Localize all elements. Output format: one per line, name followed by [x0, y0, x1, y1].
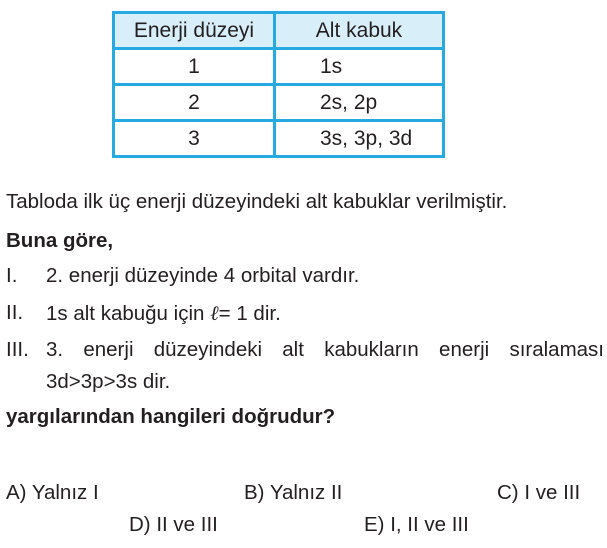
header-energy-level: Enerji düzeyi: [114, 13, 275, 49]
statement-3-line-2: 3d>3p>3s dir.: [46, 370, 171, 393]
intro-text: Tabloda ilk üç enerji düzeyindeki alt kabuklar verilmiştir.: [6, 190, 508, 213]
option-d[interactable]: D) II ve III: [129, 513, 218, 536]
table-row: [114, 85, 444, 121]
option-a[interactable]: A) Yalnız I: [6, 481, 99, 504]
statement-2-number: II.: [6, 301, 24, 324]
statement-3-line-1: 3. enerji düzeyindeki alt kabukların enerji sıralaması: [46, 338, 604, 361]
cell-subshells: 2s, 2p: [275, 85, 444, 121]
lead-text: Buna göre,: [6, 229, 114, 252]
statement-3-number: III.: [6, 338, 29, 361]
cell-level: 2: [114, 85, 275, 121]
cell-level: 3: [114, 121, 275, 157]
option-b[interactable]: B) Yalnız II: [244, 481, 343, 504]
statement-2-post: = 1 dir.: [218, 302, 281, 325]
option-e[interactable]: E) I, II ve III: [364, 513, 469, 536]
cell-subshells: 3s, 3p, 3d: [275, 121, 444, 157]
statement-1-text: 2. enerji düzeyinde 4 orbital vardır.: [46, 264, 360, 287]
statement-2-text: [46, 301, 281, 326]
cell-level: 1: [114, 49, 275, 85]
cell-subshells: 1s: [275, 49, 444, 85]
statement-2-pre: 1s alt kabuğu için: [46, 302, 211, 325]
header-subshell: Alt kabuk: [275, 13, 444, 49]
azimuthal-quantum-symbol: ℓ: [210, 301, 219, 325]
statement-1-number: I.: [6, 264, 18, 287]
energy-level-table: [112, 11, 445, 158]
option-c[interactable]: C) I ve III: [497, 481, 581, 504]
question-text: yargılarından hangileri doğrudur?: [6, 405, 336, 428]
table-row: [114, 121, 444, 157]
table-row: [114, 49, 444, 85]
table-header-row: [114, 13, 444, 49]
